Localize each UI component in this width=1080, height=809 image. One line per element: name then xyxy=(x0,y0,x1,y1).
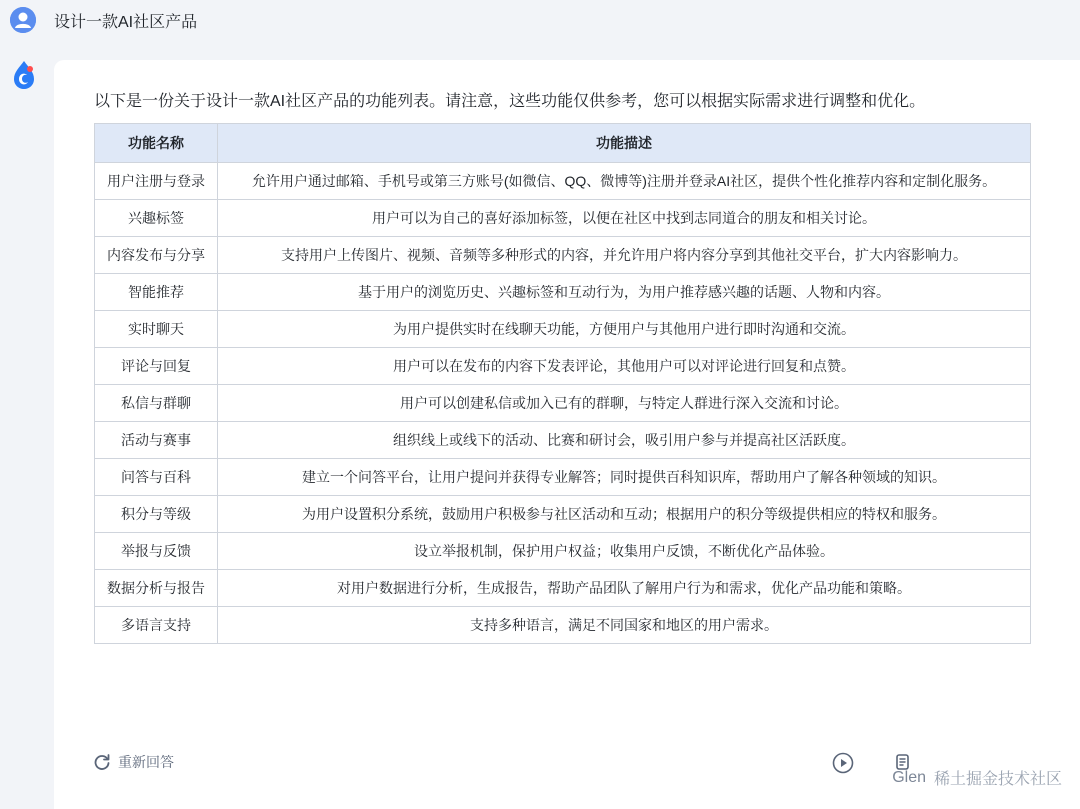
feature-name: 多语言支持 xyxy=(95,607,218,644)
feature-name: 问答与百科 xyxy=(95,459,218,496)
feature-table xyxy=(94,123,1031,644)
feature-name: 实时聊天 xyxy=(95,311,218,348)
feature-desc: 建立一个问答平台，让用户提问并获得专业解答；同时提供百科知识库，帮助用户了解各种领域的知识。 xyxy=(218,459,1031,496)
feature-desc: 基于用户的浏览历史、兴趣标签和互动行为，为用户推荐感兴趣的话题、人物和内容。 xyxy=(218,274,1031,311)
watermark-site: 稀土掘金技术社区 xyxy=(933,771,1062,788)
feature-desc: 允许用户通过邮箱、手机号或第三方账号(如微信、QQ、微博等)注册并登录AI社区，提供个性化推荐内容和定制化服务。 xyxy=(218,163,1031,200)
regenerate-button[interactable] xyxy=(92,752,174,772)
feature-desc: 用户可以为自己的喜好添加标签，以便在社区中找到志同道合的朋友和相关讨论。 xyxy=(218,200,1031,237)
answer-card xyxy=(54,60,1080,809)
table-row xyxy=(95,533,1031,570)
table-row xyxy=(95,274,1031,311)
table-row xyxy=(95,348,1031,385)
refresh-icon xyxy=(92,752,112,772)
watermark-handle: Glen xyxy=(892,768,926,786)
feature-desc: 支持用户上传图片、视频、音频等多种形式的内容，并允许用户将内容分享到其他社交平台，扩大内容影响力。 xyxy=(218,237,1031,274)
feature-desc: 为用户提供实时在线聊天功能，方便用户与其他用户进行即时沟通和交流。 xyxy=(218,311,1031,348)
feature-desc: 组织线上或线下的活动、比赛和研讨会，吸引用户参与并提高社区活跃度。 xyxy=(218,422,1031,459)
table-row xyxy=(95,163,1031,200)
table-row xyxy=(95,237,1031,274)
user-question-text: 设计一款AI社区产品 xyxy=(54,13,198,31)
table-row xyxy=(95,496,1031,533)
answer-intro: 以下是一份关于设计一款AI社区产品的功能列表。请注意，这些功能仅供参考，您可以根据实际需求进行调整和优化。 xyxy=(94,93,926,110)
feature-name: 数据分析与报告 xyxy=(95,570,218,607)
table-row xyxy=(95,459,1031,496)
user-message xyxy=(10,6,197,34)
feature-name: 举报与反馈 xyxy=(95,533,218,570)
table-row xyxy=(95,200,1031,237)
table-row xyxy=(95,385,1031,422)
table-row xyxy=(95,311,1031,348)
feature-name: 活动与赛事 xyxy=(95,422,218,459)
watermark xyxy=(892,766,1062,789)
column-header-name: 功能名称 xyxy=(95,124,218,163)
table-row xyxy=(95,422,1031,459)
feature-desc: 为用户设置积分系统，鼓励用户积极参与社区活动和互动；根据用户的积分等级提供相应的特权和服务。 xyxy=(218,496,1031,533)
table-header-row xyxy=(95,124,1031,163)
bot-logo-icon xyxy=(10,60,38,90)
column-header-desc: 功能描述 xyxy=(218,124,1031,163)
feature-desc: 用户可以创建私信或加入已有的群聊，与特定人群进行深入交流和讨论。 xyxy=(218,385,1031,422)
feature-name: 积分与等级 xyxy=(95,496,218,533)
feature-name: 兴趣标签 xyxy=(95,200,218,237)
regenerate-label: 重新回答 xyxy=(118,754,174,770)
feature-name: 内容发布与分享 xyxy=(95,237,218,274)
user-avatar-icon xyxy=(10,7,36,33)
feature-desc: 支持多种语言，满足不同国家和地区的用户需求。 xyxy=(218,607,1031,644)
feature-desc: 对用户数据进行分析，生成报告，帮助产品团队了解用户行为和需求，优化产品功能和策略。 xyxy=(218,570,1031,607)
feature-name: 智能推荐 xyxy=(95,274,218,311)
feature-name: 私信与群聊 xyxy=(95,385,218,422)
table-row xyxy=(95,570,1031,607)
feature-desc: 用户可以在发布的内容下发表评论，其他用户可以对评论进行回复和点赞。 xyxy=(218,348,1031,385)
play-icon[interactable] xyxy=(832,752,854,774)
feature-name: 评论与回复 xyxy=(95,348,218,385)
feature-name: 用户注册与登录 xyxy=(95,163,218,200)
table-row xyxy=(95,607,1031,644)
feature-desc: 设立举报机制，保护用户权益；收集用户反馈，不断优化产品体验。 xyxy=(218,533,1031,570)
